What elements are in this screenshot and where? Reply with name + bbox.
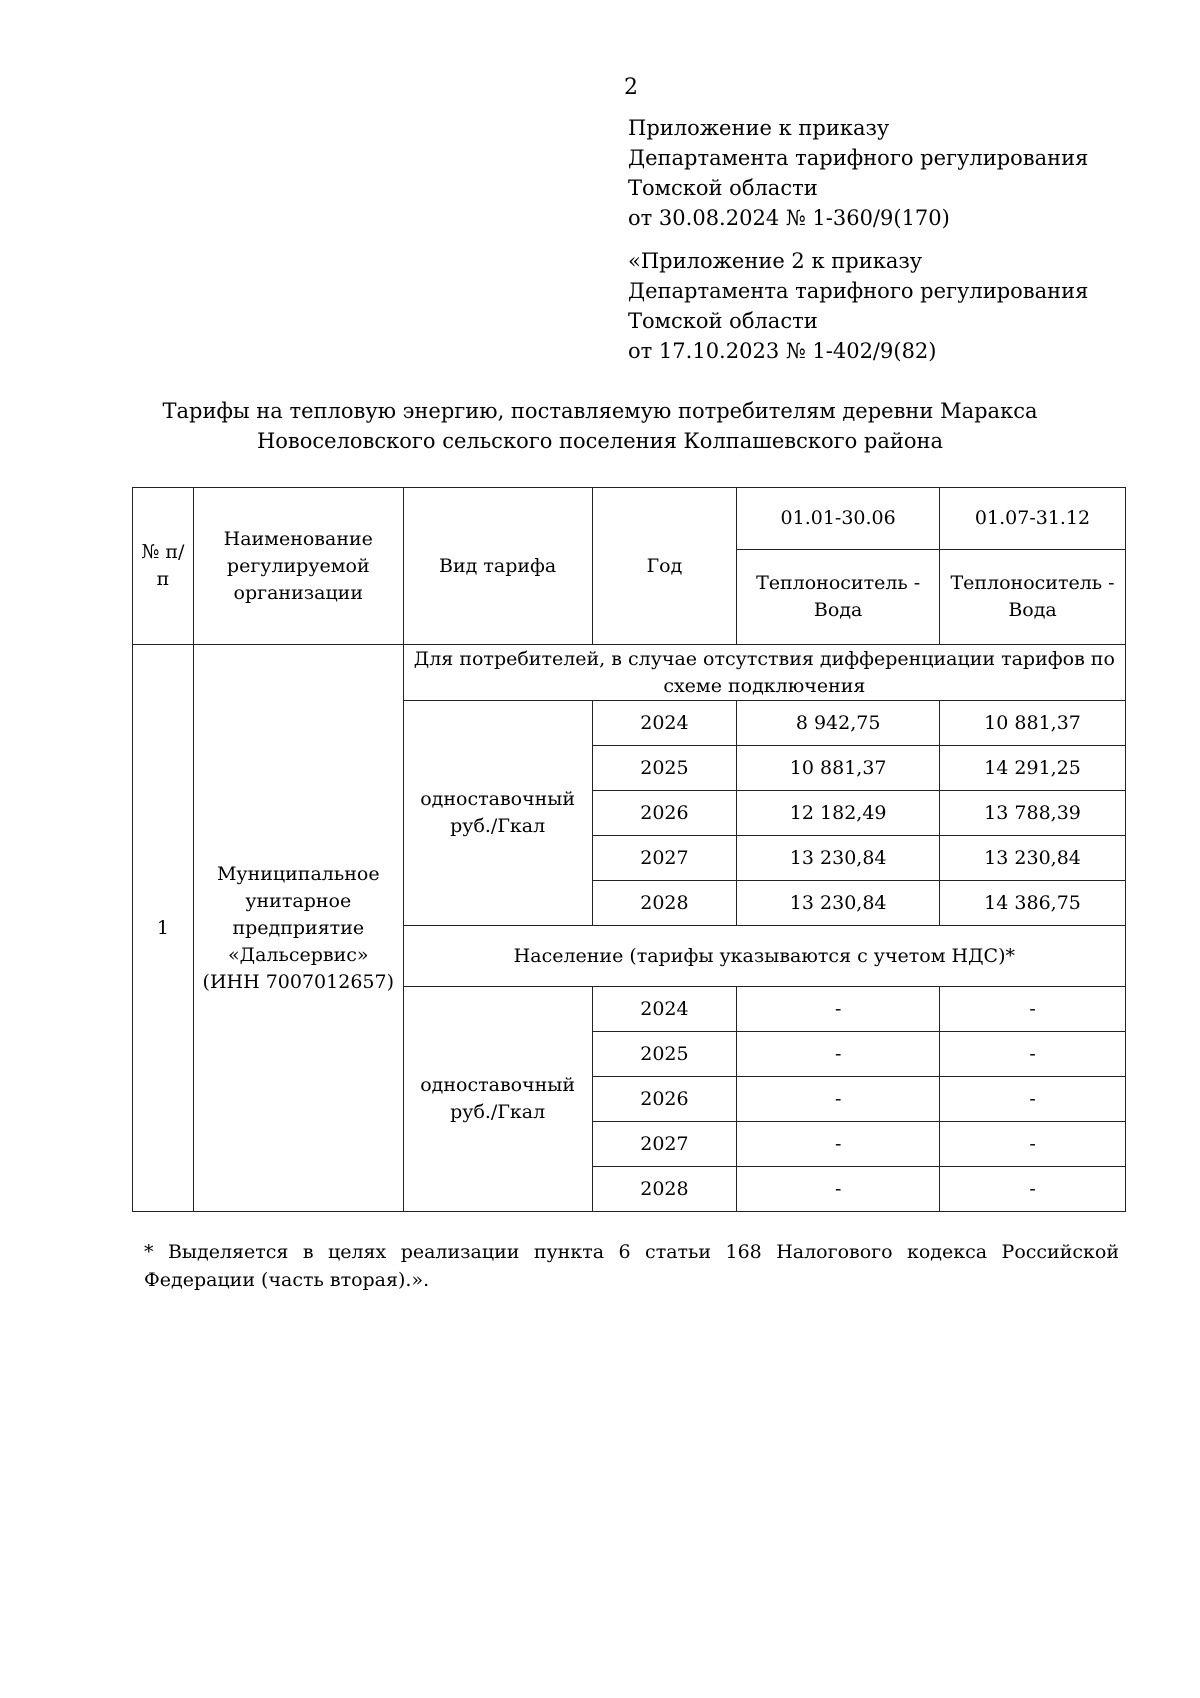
- tariff-value: 13 230,84: [737, 836, 940, 881]
- tariff-value: 10 881,37: [737, 746, 940, 791]
- tariff-value: -: [940, 1032, 1126, 1077]
- header-carrier-2: Теплоноситель - Вода: [940, 550, 1126, 645]
- appendix-reference-current: [628, 113, 1148, 233]
- tariff-value: -: [737, 1077, 940, 1122]
- tariff-value: -: [940, 987, 1126, 1032]
- appendix-reference-original: [628, 246, 1148, 366]
- tariff-value: 14 386,75: [940, 881, 1126, 926]
- tariff-value: 12 182,49: [737, 791, 940, 836]
- tariff-value: 10 881,37: [940, 701, 1126, 746]
- tariff-type-cell: одноставочный руб./Гкал: [403, 987, 592, 1212]
- tariff-value: 8 942,75: [737, 701, 940, 746]
- header-org-name: Наименование регулируемой организации: [193, 488, 403, 645]
- appendix-line: Департамента тарифного регулирования: [628, 279, 1089, 303]
- header-period-1: 01.01-30.06: [737, 488, 940, 550]
- document-title: [140, 396, 1060, 456]
- page-number: 2: [624, 75, 638, 100]
- header-carrier-1: Теплоноситель - Вода: [737, 550, 940, 645]
- appendix-line: Департамента тарифного регулирования: [628, 146, 1089, 170]
- year-cell: 2025: [592, 746, 737, 791]
- tariff-value: -: [940, 1167, 1126, 1212]
- tariff-value: -: [737, 1122, 940, 1167]
- tariff-value: -: [737, 987, 940, 1032]
- title-line: Новоселовского сельского поселения Колпашевского района: [256, 429, 944, 453]
- year-cell: 2028: [592, 881, 737, 926]
- tariff-value: 14 291,25: [940, 746, 1126, 791]
- year-cell: 2024: [592, 987, 737, 1032]
- appendix-line: Томской области: [628, 309, 818, 333]
- tariff-value: 13 230,84: [737, 881, 940, 926]
- year-cell: 2027: [592, 1122, 737, 1167]
- appendix-line: «Приложение 2 к приказу: [628, 249, 923, 273]
- appendix-line: Томской области: [628, 176, 818, 200]
- year-cell: 2024: [592, 701, 737, 746]
- tariff-table: [132, 487, 1126, 1212]
- appendix-line: от 17.10.2023 № 1-402/9(82): [628, 339, 937, 363]
- title-line: Тарифы на тепловую энергию, поставляемую потребителям деревни Маракса: [162, 399, 1038, 423]
- appendix-line: Приложение к приказу: [628, 116, 890, 140]
- appendix-line: от 30.08.2024 № 1-360/9(170): [628, 206, 950, 230]
- year-cell: 2027: [592, 836, 737, 881]
- tariff-type-cell: одноставочный руб./Гкал: [403, 701, 592, 926]
- year-cell: 2026: [592, 791, 737, 836]
- footnote: * Выделяется в целях реализации пункта 6 статьи 168 Налогового кодекса Российской Федерации (часть вторая).».: [144, 1241, 1119, 1291]
- tariff-value: -: [737, 1032, 940, 1077]
- header-number: № п/п: [133, 488, 194, 645]
- year-cell: 2026: [592, 1077, 737, 1122]
- header-period-2: 01.07-31.12: [940, 488, 1126, 550]
- tariff-value: -: [940, 1077, 1126, 1122]
- header-year: Год: [592, 488, 737, 645]
- tariff-value: -: [737, 1167, 940, 1212]
- section-title: Население (тарифы указываются с учетом НДС)*: [403, 926, 1125, 987]
- tariff-value: 13 230,84: [940, 836, 1126, 881]
- year-cell: 2028: [592, 1167, 737, 1212]
- header-tariff-type: Вид тарифа: [403, 488, 592, 645]
- row-number: 1: [133, 645, 194, 1212]
- tariff-value: -: [940, 1122, 1126, 1167]
- year-cell: 2025: [592, 1032, 737, 1077]
- organization-name: Муниципальное унитарное предприятие «Дальсервис» (ИНН 7007012657): [193, 645, 403, 1212]
- tariff-value: 13 788,39: [940, 791, 1126, 836]
- section-title: Для потребителей, в случае отсутствия дифференциации тарифов по схеме подключения: [403, 645, 1125, 701]
